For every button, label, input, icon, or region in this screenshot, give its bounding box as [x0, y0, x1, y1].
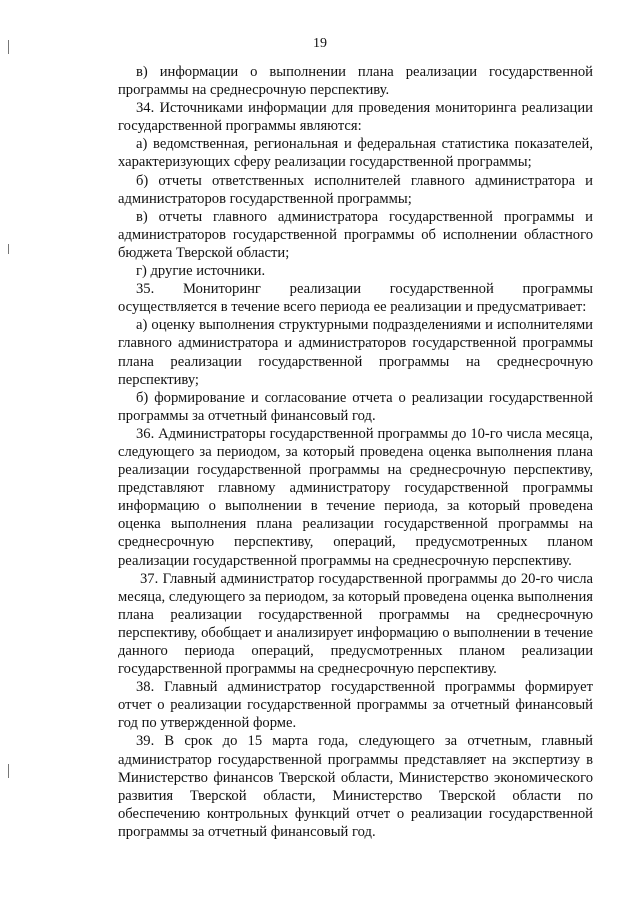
page-number: 19 — [313, 36, 327, 51]
paragraph-clause-34: 34. Источниками информации для проведения мониторинга реализации государственной программы являются: — [118, 100, 593, 135]
paragraph-clause-36: 36. Администраторы государственной программы до 10-го числа месяца, следующего за периодом, за который проведена оценка выполнения плана реализации государственной программы на среднесрочную перспективу, представляют главному администратору государственной программы информацию о выполнении в течение периода, за который проведена оценка выполнения плана реализации государственной программы на среднесрочную перспективу, операций, предусмотренных планом реализации государственной программы на среднесрочную перспективу. — [118, 425, 593, 569]
margin-mark-bottom — [8, 764, 9, 778]
paragraph-item-a-statistics: а) ведомственная, региональная и федеральная статистика показателей, характеризующих сферу реализации государственной программы; — [118, 136, 593, 171]
paragraph-item-b-report-forming: б) формирование и согласование отчета о реализации государственной программы за отчетный финансовый год. — [118, 389, 593, 424]
paragraph-clause-35: 35. Мониторинг реализации государственной программы осуществляется в течение всего периода ее реализации и предусматривает: — [118, 281, 593, 316]
paragraph-item-b-reports: б) отчеты ответственных исполнителей главного администратора и администраторов государственной программы; — [118, 172, 593, 207]
paragraph-item-g-other: г) другие источники. — [136, 263, 266, 280]
paragraph-item-a-assessment: а) оценку выполнения структурными подразделениями и исполнителями главного администратора и администраторов государственной программы плана реализации государственной программы на среднесрочную перспективу; — [118, 317, 593, 388]
paragraph-item-v-reports: в) отчеты главного администратора государственной программы и администраторов государственной программы об исполнении областного бюджета Тверской области; — [118, 208, 593, 261]
paragraph-item-v-info: в) информации о выполнении плана реализации государственной программы на среднесрочную перспективу. — [118, 64, 593, 99]
margin-mark-middle — [8, 244, 9, 254]
paragraph-clause-38: 38. Главный администратор государственной программы формирует отчет о реализации государственной программы за отчетный финансовый год по утвержденной форме. — [118, 679, 593, 732]
paragraph-clause-39: 39. В срок до 15 марта года, следующего за отчетным, главный администратор государственной программы представляет на экспертизу в Министерство финансов Тверской области, Министерство экономического развития Тверской области, Министерство Тверской области по обеспечению контрольных функций отчет о реализации государственной программы за отчетный финансовый год. — [118, 733, 593, 840]
paragraph-clause-37: 37. Главный администратор государственной программы до 20-го числа месяца, следующего за периодом, за который проведена оценка выполнения плана реализации государственной программы на среднесрочную перспективу, обобщает и анализирует информацию о выполнении в течение данного периода операций, предусмотренных планом реализации государственной программы на среднесрочную перспективу. — [118, 570, 593, 678]
document-body — [118, 63, 593, 841]
